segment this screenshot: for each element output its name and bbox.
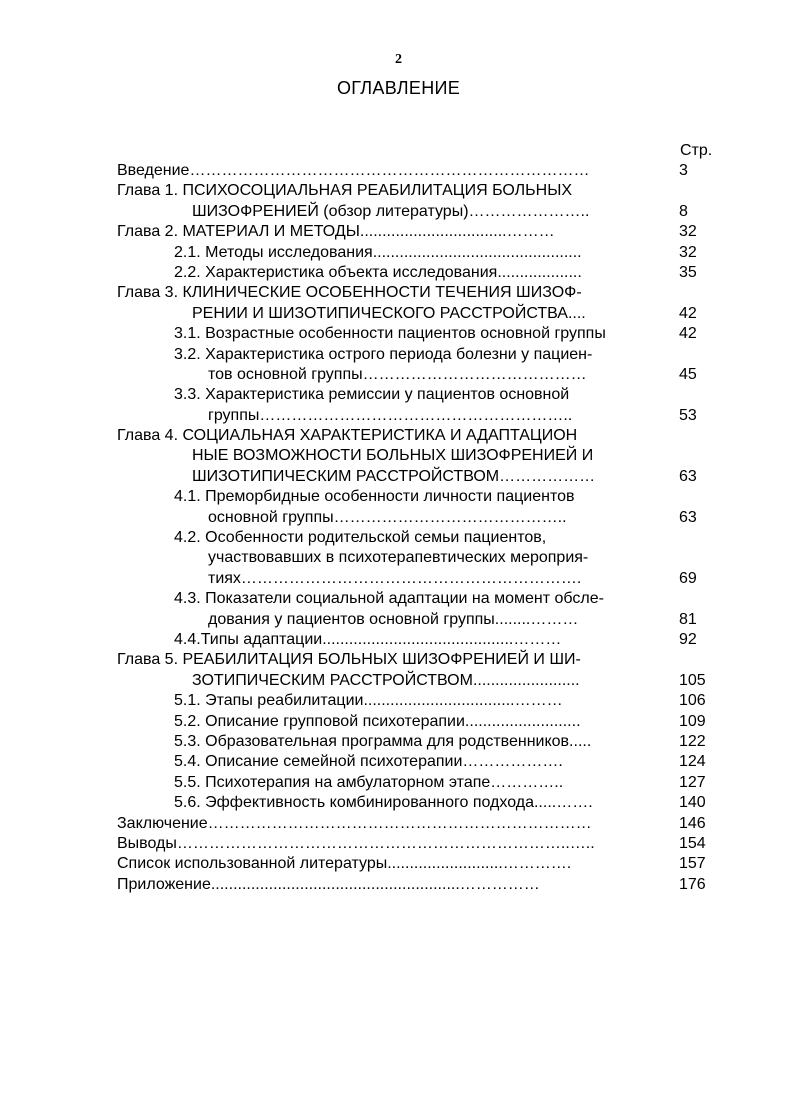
page-column-label: Стр. [680, 142, 713, 159]
toc-line [0, 732, 797, 752]
toc-line-page: 92 [679, 630, 697, 648]
toc-line-page: 32 [679, 223, 697, 241]
toc-line-page: 63 [679, 508, 697, 526]
toc-line-text: ШИЗОФРЕНИЕЙ (обзор литературы)………………….. [192, 202, 590, 220]
toc-line [0, 406, 797, 426]
toc-line [0, 834, 797, 854]
toc-line-page: 45 [679, 365, 697, 383]
toc-line [0, 589, 797, 609]
toc-line [0, 508, 797, 528]
toc-line [0, 773, 797, 793]
toc-line [0, 712, 797, 732]
toc-line [0, 854, 797, 874]
page-title: ОГЛАВЛЕНИЕ [336, 78, 461, 98]
toc-line-page: 81 [679, 610, 697, 628]
toc-line-text: 5.3. Образовательная программа для родственников..... [174, 732, 592, 750]
toc-line [0, 161, 797, 181]
toc-line [0, 548, 797, 568]
toc-line-page: 63 [679, 467, 697, 485]
toc-line-text: группы………………………………………………….. [208, 406, 573, 424]
toc-line-page: 53 [679, 406, 697, 424]
toc-line [0, 814, 797, 834]
toc-line-text: 3.2. Характеристика острого периода болезни у пациен- [174, 345, 593, 363]
toc-line-text: 2.1. Методы исследования............................................... [174, 243, 582, 261]
toc-line [0, 181, 797, 201]
toc-line [0, 650, 797, 670]
toc-line [0, 222, 797, 242]
toc-line-page: 106 [679, 692, 706, 710]
toc-line-page: 42 [679, 325, 697, 343]
toc-line-text: 3.1. Возрастные особенности пациентов основной группы [174, 325, 606, 343]
toc-line [0, 324, 797, 344]
toc-line-text: Глава 3. КЛИНИЧЕСКИЕ ОСОБЕННОСТИ ТЕЧЕНИЯ ШИЗОФ- [117, 284, 582, 302]
toc-line [0, 569, 797, 589]
toc-line [0, 426, 797, 446]
toc-line-page: 105 [679, 671, 706, 689]
toc-line-page: 154 [679, 834, 706, 852]
table-of-contents [0, 161, 797, 895]
toc-line-text: 3.3. Характеристика ремиссии у пациентов основной [174, 386, 570, 404]
toc-line-text: тов основной группы…………………………………… [208, 365, 587, 383]
toc-line-text: Список использованной литературы..........................…………. [117, 855, 572, 873]
toc-line-text: 5.6. Эффективность комбинированного подхода.....……. [174, 794, 593, 812]
toc-line [0, 202, 797, 222]
toc-line-text: 4.1. Преморбидные особенности личности пациентов [174, 488, 575, 506]
toc-line-text: 4.2. Особенности родительской семьи пациентов, [174, 529, 547, 547]
toc-line [0, 283, 797, 303]
toc-line-page: 69 [679, 569, 697, 587]
toc-line-text: Глава 5. РЕАБИЛИТАЦИЯ БОЛЬНЫХ ШИЗОФРЕНИЕЙ И ШИ- [117, 651, 581, 669]
toc-line-page: 109 [679, 712, 706, 730]
toc-line-page: 32 [679, 243, 697, 261]
toc-line [0, 243, 797, 263]
toc-line-page: 122 [679, 732, 706, 750]
toc-line [0, 691, 797, 711]
toc-line-text: 4.3. Показатели социальной адаптации на момент обсле- [174, 590, 604, 608]
toc-line-text: Глава 4. СОЦИАЛЬНАЯ ХАРАКТЕРИСТИКА И АДАПТАЦИОН [117, 427, 578, 445]
toc-line-text: Глава 2. МАТЕРИАЛ И МЕТОДЫ.................................……… [117, 223, 555, 241]
page-number: 2 [395, 52, 402, 67]
toc-line-text: Глава 1. ПСИХОСОЦИАЛЬНАЯ РЕАБИЛИТАЦИЯ БОЛЬНЫХ [117, 182, 573, 200]
toc-line [0, 671, 797, 691]
toc-line-text: РЕНИИ И ШИЗОТИПИЧЕСКОГО РАССТРОЙСТВА.... [192, 304, 586, 322]
toc-line-page: 176 [679, 875, 706, 893]
toc-line-text: ЗОТИПИЧЕСКИМ РАССТРОЙСТВОМ........................ [192, 671, 580, 689]
toc-line [0, 793, 797, 813]
toc-line-text: Заключение……………………………………………………………… [117, 814, 592, 832]
toc-line-text: основной группы…………………………………….. [208, 508, 567, 526]
toc-line [0, 365, 797, 385]
toc-line-text: 5.5. Психотерапия на амбулаторном этапе………….. [174, 773, 564, 791]
toc-line-text: 5.1. Этапы реабилитации..................................……… [174, 692, 563, 710]
toc-line-page: 146 [679, 814, 706, 832]
toc-line [0, 528, 797, 548]
toc-line-text: 4.4.Типы адаптации...........................................……… [174, 630, 562, 648]
toc-line [0, 263, 797, 283]
toc-line-text: тиях………………………………………………………. [208, 569, 582, 587]
toc-line [0, 345, 797, 365]
toc-line-text: ШИЗОТИПИЧЕСКИМ РАССТРОЙСТВОМ……………… [192, 467, 596, 485]
toc-line-text: 5.2. Описание групповой психотерапии.......................... [174, 712, 581, 730]
toc-line-text: 2.2. Характеристика объекта исследования................... [174, 263, 582, 281]
toc-line-page: 8 [679, 202, 688, 220]
toc-line-page: 3 [679, 162, 688, 179]
toc-line [0, 304, 797, 324]
toc-line [0, 610, 797, 630]
toc-line-page: 140 [679, 794, 706, 812]
toc-line [0, 630, 797, 650]
toc-line-page: 127 [679, 773, 706, 791]
toc-line-text: Выводы………………………………………………………………..….. [117, 834, 595, 852]
toc-line-page: 124 [679, 753, 706, 771]
toc-line-text: НЫЕ ВОЗМОЖНОСТИ БОЛЬНЫХ ШИЗОФРЕНИЕЙ И [192, 447, 594, 465]
toc-line [0, 385, 797, 405]
toc-line-text: Приложение........................................................…………… [117, 875, 540, 893]
toc-line-text: Введение………………………………………………………………… [117, 162, 590, 179]
toc-line [0, 752, 797, 772]
toc-line [0, 467, 797, 487]
toc-line-page: 42 [679, 304, 697, 322]
toc-line [0, 875, 797, 895]
toc-line [0, 446, 797, 466]
toc-line-page: 157 [679, 855, 706, 873]
toc-line [0, 487, 797, 507]
toc-line-page: 35 [679, 263, 697, 281]
toc-line-text: дования у пациентов основной группы........……… [208, 610, 579, 628]
toc-line-text: 5.4. Описание семейной психотерапии………………. [174, 753, 563, 771]
toc-line-text: участвовавших в психотерапевтических мероприя- [208, 549, 589, 567]
